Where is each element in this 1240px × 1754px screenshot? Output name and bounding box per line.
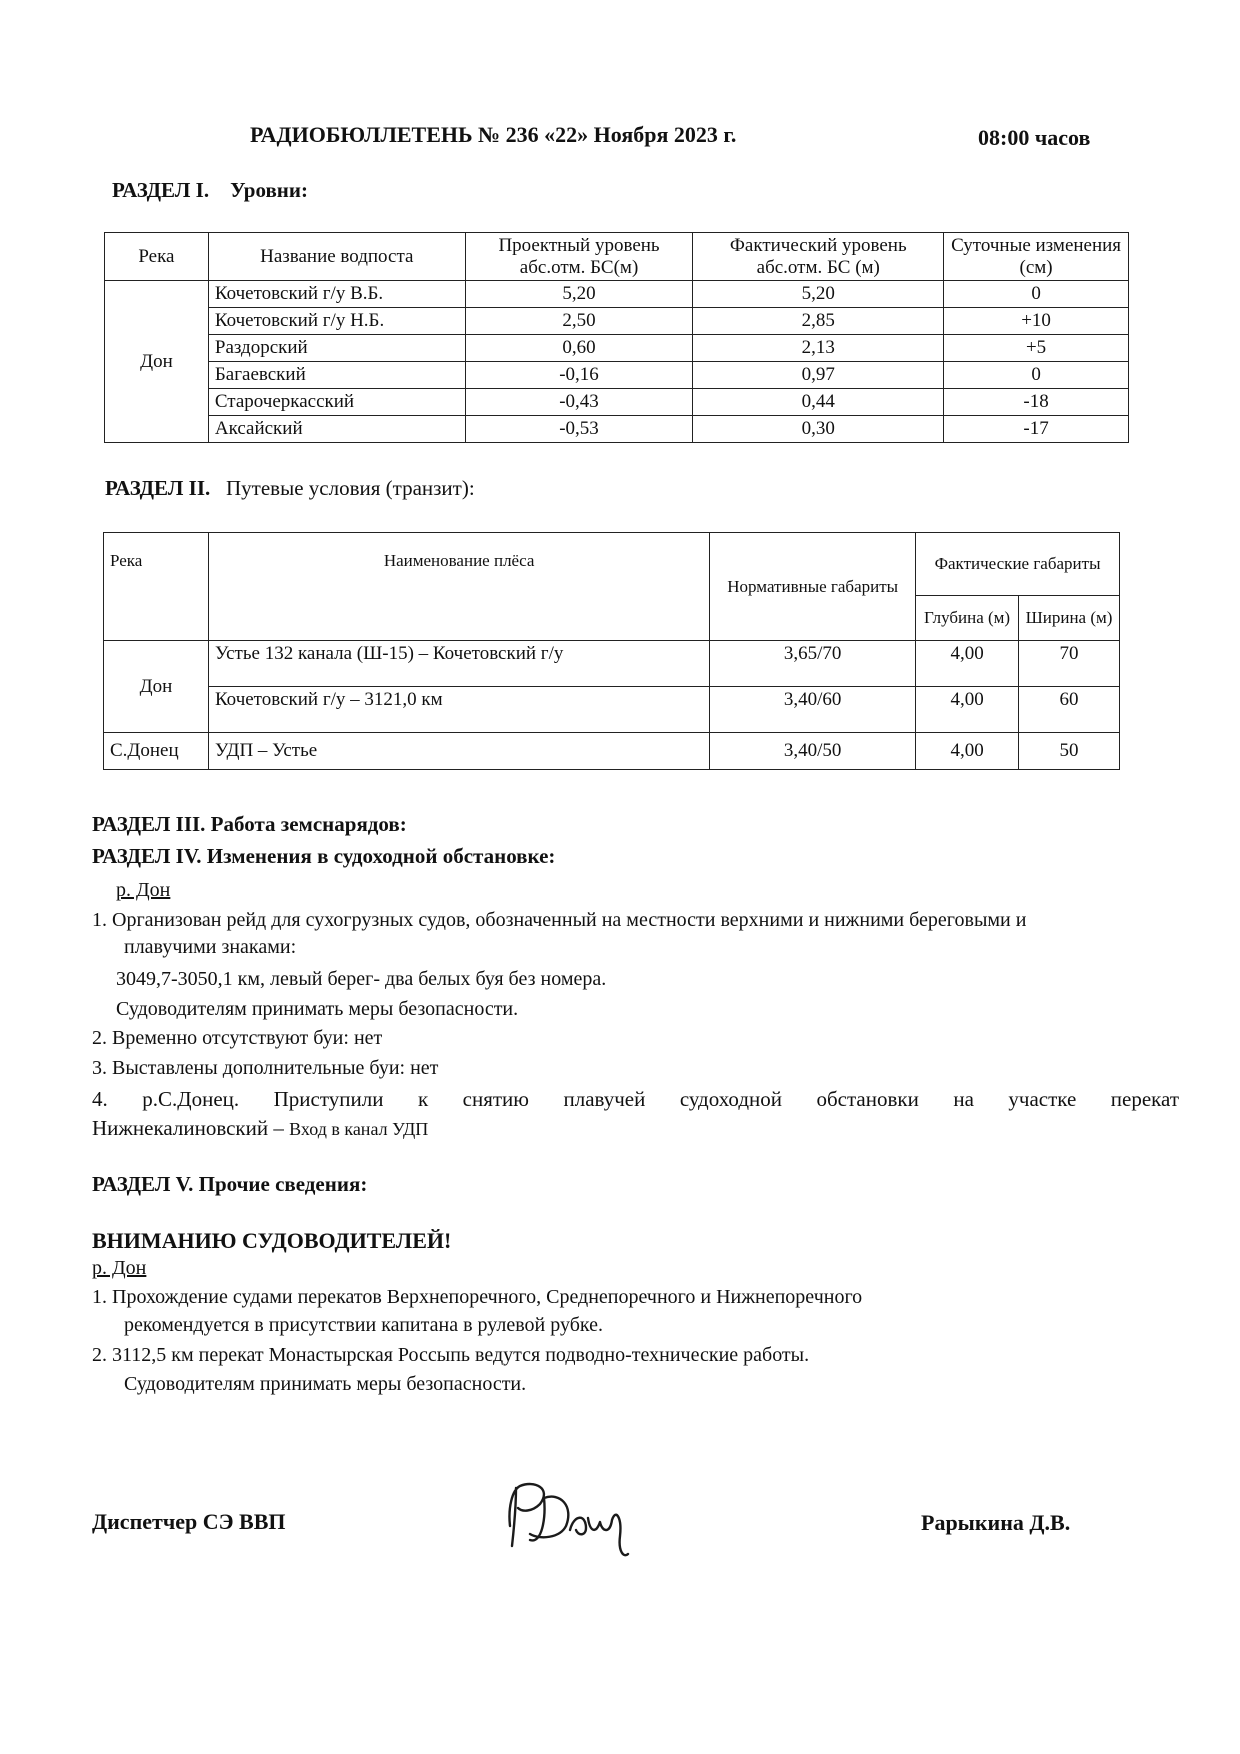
col-river: Река xyxy=(105,233,209,281)
table-row xyxy=(105,335,1129,362)
daily-change: +10 xyxy=(944,308,1129,335)
col-actual-level: Фактический уровень абс.отм. БС (м) xyxy=(693,233,944,281)
section4-item4-place: Нижнекалиновский – xyxy=(92,1116,284,1140)
attention-item2-line2: Судоводителям принимать меры безопасности. xyxy=(124,1373,527,1395)
col-daily-change: Суточные изменения (см) xyxy=(944,233,1129,281)
width-value: 50 xyxy=(1019,733,1120,770)
section4-item1-line1: 1. Организован рейд для сухогрузных судов, обозначенный на местности верхними и нижними береговыми и xyxy=(92,909,1027,931)
actual-level: 2,85 xyxy=(693,308,944,335)
design-level: 2,50 xyxy=(465,308,693,335)
section5-heading: РАЗДЕЛ V. Прочие сведения: xyxy=(92,1172,368,1196)
depth-value: 4,00 xyxy=(916,733,1019,770)
levels-table xyxy=(104,232,1129,443)
daily-change: +5 xyxy=(944,335,1129,362)
post-name: Старочеркасский xyxy=(208,389,465,416)
table-row xyxy=(105,416,1129,443)
daily-change: -17 xyxy=(944,416,1129,443)
width-value: 70 xyxy=(1019,641,1120,687)
norm-value: 3,65/70 xyxy=(710,641,916,687)
river-cell: С.Донец xyxy=(104,733,209,770)
section4-item1-line3: 3049,7-3050,1 км, левый берег- два белых буя без номера. xyxy=(116,968,607,990)
col-design-level: Проектный уровень абс.отм. БС(м) xyxy=(465,233,693,281)
design-level: -0,43 xyxy=(465,389,693,416)
actual-level: 0,30 xyxy=(693,416,944,443)
section2-number: РАЗДЕЛ II. xyxy=(105,476,211,500)
post-name: Кочетовский г/у В.Б. xyxy=(208,281,465,308)
table-row xyxy=(104,687,1120,733)
table-row xyxy=(105,281,1129,308)
section4-heading: РАЗДЕЛ IV. Изменения в судоходной обстановке: xyxy=(92,844,556,868)
design-level: 0,60 xyxy=(465,335,693,362)
col-norm: Нормативные габариты xyxy=(710,533,916,641)
reach-name: Устье 132 канала (Ш-15) – Кочетовский г/у xyxy=(208,641,709,687)
depth-value: 4,00 xyxy=(916,641,1019,687)
river-cell: Дон xyxy=(104,641,209,733)
section4-item4-target: Вход в канал УДП xyxy=(289,1119,429,1139)
col-river: Река xyxy=(104,533,209,641)
reach-name: УДП – Устье xyxy=(208,733,709,770)
attention-river: р. Дон xyxy=(92,1257,147,1279)
design-level: 5,20 xyxy=(465,281,693,308)
col-width: Ширина (м) xyxy=(1019,596,1120,641)
col-reach: Наименование плёса xyxy=(208,533,709,641)
daily-change: -18 xyxy=(944,389,1129,416)
dispatcher-position: Диспетчер СЭ ВВП xyxy=(92,1509,286,1534)
attention-item1-line2: рекомендуется в присутствии капитана в рулевой рубке. xyxy=(124,1314,603,1336)
attention-item1-line1: 1. Прохождение судами перекатов Верхнепоречного, Среднепоречного и Нижнепоречного xyxy=(92,1286,863,1308)
section4-river: р. Дон xyxy=(116,879,171,901)
table-row xyxy=(104,641,1120,687)
actual-level: 2,13 xyxy=(693,335,944,362)
daily-change: 0 xyxy=(944,281,1129,308)
river-cell: Дон xyxy=(105,281,209,443)
depth-value: 4,00 xyxy=(916,687,1019,733)
table-row xyxy=(105,308,1129,335)
design-level: -0,16 xyxy=(465,362,693,389)
table-row xyxy=(105,389,1129,416)
signature-icon xyxy=(500,1478,660,1558)
col-depth: Глубина (м) xyxy=(916,596,1019,641)
reach-name: Кочетовский г/у – 3121,0 км xyxy=(208,687,709,733)
table-row xyxy=(104,733,1120,770)
section1-number: РАЗДЕЛ I. xyxy=(112,178,210,202)
table-row xyxy=(105,362,1129,389)
post-name: Кочетовский г/у Н.Б. xyxy=(208,308,465,335)
width-value: 60 xyxy=(1019,687,1120,733)
section1-title: Уровни: xyxy=(230,178,308,202)
post-name: Багаевский xyxy=(208,362,465,389)
section4-item4-line2 xyxy=(92,1113,428,1144)
post-name: Аксайский xyxy=(208,416,465,443)
section4-item2: 2. Временно отсутствуют буи: нет xyxy=(92,1027,383,1049)
transit-table xyxy=(103,532,1120,770)
section2-heading xyxy=(105,476,475,501)
daily-change: 0 xyxy=(944,362,1129,389)
section2-title: Путевые условия (транзит): xyxy=(226,476,475,500)
section4-item1-line2: плавучими знаками: xyxy=(124,936,297,958)
design-level: -0,53 xyxy=(465,416,693,443)
levels-header-row xyxy=(105,233,1129,281)
post-name: Раздорский xyxy=(208,335,465,362)
attention-item2-line1: 2. 3112,5 км перекат Монастырская Россыпь ведутся подводно-технические работы. xyxy=(92,1344,810,1366)
col-actual: Фактические габариты xyxy=(916,533,1120,596)
section4-item1-line4: Судоводителям принимать меры безопасности. xyxy=(116,998,519,1020)
dispatcher-name: Рарыкина Д.В. xyxy=(921,1510,1071,1535)
bulletin-time: 08:00 часов xyxy=(978,125,1091,150)
attention-heading: ВНИМАНИЮ СУДОВОДИТЕЛЕЙ! xyxy=(92,1228,452,1253)
actual-level: 0,44 xyxy=(693,389,944,416)
bulletin-title: РАДИОБЮЛЛЕТЕНЬ № 236 «22» Ноября 2023 г. xyxy=(250,122,737,147)
transit-header-row xyxy=(104,533,1120,596)
norm-value: 3,40/50 xyxy=(710,733,916,770)
col-post: Название водпоста xyxy=(208,233,465,281)
section1-heading xyxy=(112,178,308,203)
section3-heading: РАЗДЕЛ III. Работа земснарядов: xyxy=(92,812,407,836)
actual-level: 5,20 xyxy=(693,281,944,308)
section4-item4-line1: 4. р.С.Донец. Приступили к снятию плавучей судоходной обстановки на участке перекат xyxy=(92,1087,1179,1111)
actual-level: 0,97 xyxy=(693,362,944,389)
section4-item3: 3. Выставлены дополнительные буи: нет xyxy=(92,1057,439,1079)
norm-value: 3,40/60 xyxy=(710,687,916,733)
